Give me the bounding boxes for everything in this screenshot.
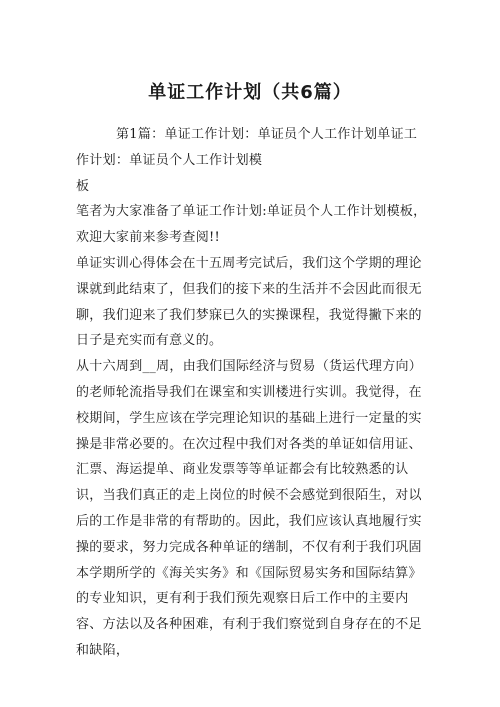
document-body <box>76 122 428 664</box>
paragraph-training-reflection: 单证实训心得体会在十五周考完试后，我们这个学期的理论课就到此结束了，但我们的接下来的生活并不会因此而很无聊，我们迎来了我们梦寐已久的实操课程，我觉得撇下来的日子是充实而有意义的。 <box>76 255 422 349</box>
document-title: 单证工作计划（共6篇） <box>148 82 352 103</box>
paragraph-heading-continued: 板 <box>76 178 90 194</box>
paragraph-heading: 第1篇：单证工作计划：单证员个人工作计划单证工作计划：单证员个人工作计划模 <box>76 127 418 168</box>
paragraph-training-details: 从十六周到__周，由我们国际经济与贸易（货运代理方向）的老师轮流指导我们在课室和实训楼进行实训。我觉得，在校期间，学生应该在学完理论知识的基础上进行一定量的实操是非常必要的。在次过程中我们对各类的单证如信用证、汇票、海运提单、商业发票等等单证都会有比较熟悉的认识，当我们真正的走上岗位的时候不会感觉到很陌生，对以后的工作是非常的有帮助的。因此，我们应该认真地履行实操的要求，努力完成各种单证的缮制，不仅有利于我们巩固本学期所学的《海关实务》和《国际贸易实务和国际结算》的专业知识，更有利于我们预先观察日后工作中的主要内容、方法以及各种困难，有利于我们察觉到自身存在的不足和缺陷， <box>76 359 423 658</box>
paragraph-intro: 笔者为大家准备了单证工作计划:单证员个人工作计划模板，欢迎大家前来参考查阅!! <box>76 204 427 246</box>
